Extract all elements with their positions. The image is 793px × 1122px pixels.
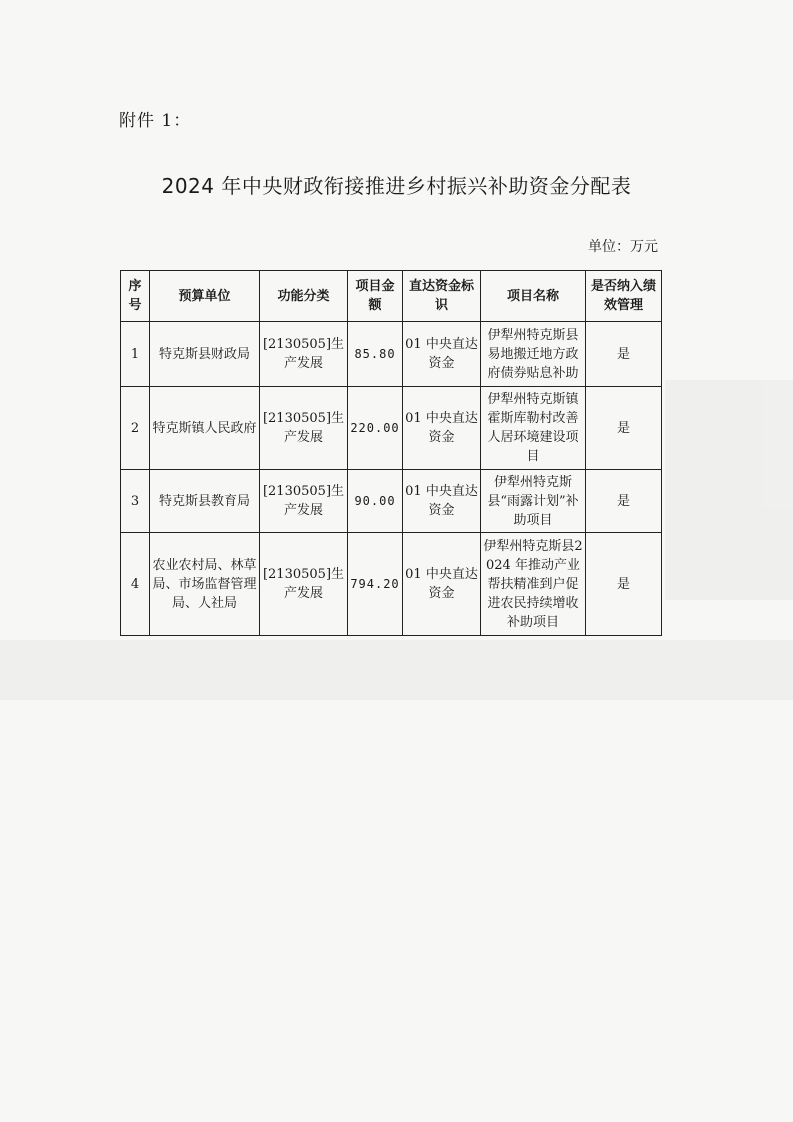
cell-seq: 2: [121, 387, 150, 470]
cell-project-name: 伊犁州特克斯县2024 年推动产业帮扶精准到户促进农民持续增收补助项目: [481, 533, 586, 636]
table-header-row: [121, 271, 662, 322]
table-row: [121, 533, 662, 636]
header-amount: 项目金额: [348, 271, 403, 322]
cell-function-category: [2130505]生产发展: [260, 533, 348, 636]
cell-seq: 1: [121, 322, 150, 387]
header-performance: 是否纳入绩效管理: [586, 271, 662, 322]
cell-performance: 是: [586, 387, 662, 470]
cell-fund-tag: 01 中央直达资金: [403, 322, 481, 387]
cell-performance: 是: [586, 470, 662, 533]
header-seq: 序号: [121, 271, 150, 322]
allocation-table: [120, 270, 662, 636]
header-function-category: 功能分类: [260, 271, 348, 322]
cell-fund-tag: 01 中央直达资金: [403, 470, 481, 533]
table-row: [121, 387, 662, 470]
table-row: [121, 322, 662, 387]
unit-label: 单位：万元: [588, 239, 658, 255]
header-fund-tag: 直达资金标识: [403, 271, 481, 322]
cell-amount: 85.80: [348, 322, 403, 387]
cell-budget-unit: 特克斯镇人民政府: [150, 387, 260, 470]
cell-fund-tag: 01 中央直达资金: [403, 533, 481, 636]
cell-function-category: [2130505]生产发展: [260, 322, 348, 387]
cell-seq: 3: [121, 470, 150, 533]
cell-budget-unit: 特克斯县教育局: [150, 470, 260, 533]
cell-function-category: [2130505]生产发展: [260, 470, 348, 533]
cell-amount: 794.20: [348, 533, 403, 636]
cell-fund-tag: 01 中央直达资金: [403, 387, 481, 470]
header-project-name: 项目名称: [481, 271, 586, 322]
cell-seq: 4: [121, 533, 150, 636]
cell-budget-unit: 特克斯县财政局: [150, 322, 260, 387]
cell-performance: 是: [586, 533, 662, 636]
header-budget-unit: 预算单位: [150, 271, 260, 322]
cell-performance: 是: [586, 322, 662, 387]
cell-amount: 90.00: [348, 470, 403, 533]
cell-project-name: 伊犁州特克斯县易地搬迁地方政府债券贴息补助: [481, 322, 586, 387]
background-bleed-through: [665, 380, 793, 600]
cell-project-name: 伊犁州特克斯镇霍斯库勒村改善人居环境建设项目: [481, 387, 586, 470]
cell-function-category: [2130505]生产发展: [260, 387, 348, 470]
cell-amount: 220.00: [348, 387, 403, 470]
table-row: [121, 470, 662, 533]
page-title: 2024 年中央财政衔接推进乡村振兴补助资金分配表: [161, 174, 632, 198]
background-bleed-through-lower: [0, 640, 793, 700]
attachment-label: 附件 1：: [119, 111, 192, 131]
cell-project-name: 伊犁州特克斯县“雨露计划”补助项目: [481, 470, 586, 533]
cell-budget-unit: 农业农村局、林草局、市场监督管理局、人社局: [150, 533, 260, 636]
